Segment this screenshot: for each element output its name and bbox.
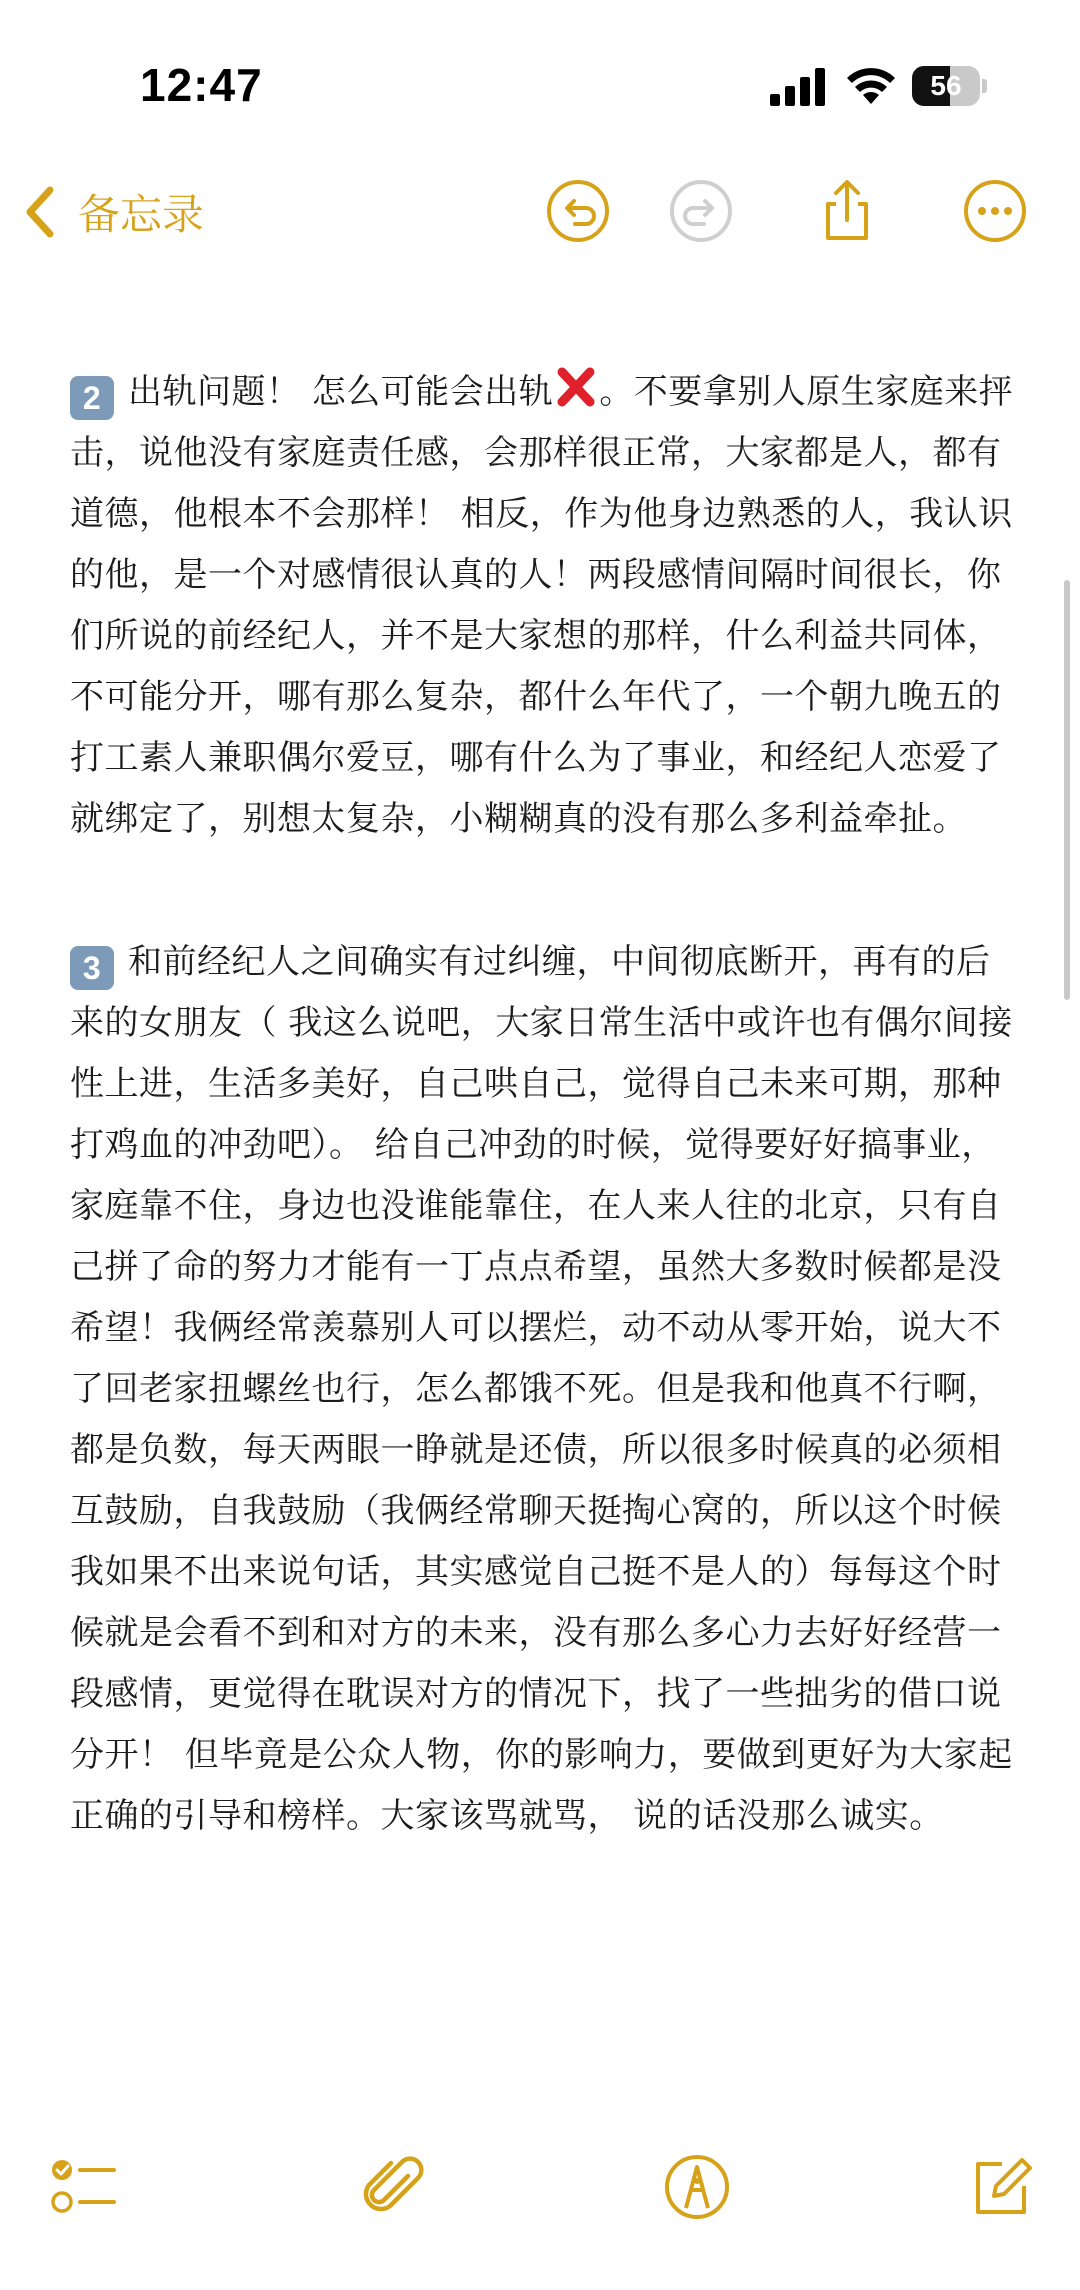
compose-icon bbox=[966, 2152, 1036, 2222]
pen-circle-icon bbox=[662, 2152, 732, 2222]
scroll-indicator[interactable] bbox=[1064, 580, 1070, 1000]
paragraph-text: 。不要拿别人原生家庭来抨击，说他没有家庭责任感，会那样很正常，大家都是人，都有道德，他根本不会那样！ 相反，作为他身边熟悉的人，我认识的他，是一个对感情很认真的人！两段感情间隔时间很长，你们所说的前经纪人，并不是大家想的那样，什么利益共同体，不可能分开，哪有那么复杂，都什么年代了，一个朝九晚五的打工素人兼职偶尔爱豆，哪有什么为了事业，和经纪人恋爱了就绑定了，别想太复杂，小糊糊真的没有那么多利益牵扯。 bbox=[70, 372, 1014, 839]
battery-cap bbox=[982, 79, 987, 93]
keycap-number-icon: 3 bbox=[70, 946, 114, 990]
note-paragraph bbox=[70, 932, 1020, 1847]
checklist-button[interactable] bbox=[48, 2152, 118, 2222]
checklist-icon bbox=[48, 2152, 118, 2222]
paragraph-text: 出轨问题！ 怎么可能会出轨 bbox=[128, 372, 554, 412]
status-bar bbox=[0, 0, 1080, 170]
note-paragraph bbox=[70, 362, 1020, 850]
compose-button[interactable] bbox=[966, 2152, 1036, 2222]
paperclip-icon bbox=[358, 2152, 428, 2222]
wifi-icon bbox=[845, 64, 897, 106]
battery-level: 56 bbox=[930, 70, 962, 101]
redo-button[interactable] bbox=[668, 178, 734, 244]
note-body[interactable] bbox=[70, 362, 1020, 1847]
undo-icon bbox=[545, 178, 611, 244]
share-button[interactable] bbox=[814, 178, 880, 244]
markup-button[interactable] bbox=[662, 2152, 732, 2222]
paragraph-text: 和前经纪人之间确实有过纠缠，中间彻底断开，再有的后来的女朋友（ 我这么说吧，大家日常生活中或许也有偶尔间接性上进，生活多美好，自己哄自己，觉得自己未来可期，那种打鸡血的冲劲吧）。 给自己冲劲的时候，觉得要好好搞事业，家庭靠不住，身边也没谁能靠住，在人来人往的北京，只有自己拼了命的努力才能有一丁点点希望，虽然大多数时候都是没希望！我俩经常羡慕别人可以摆烂，动不动从零开始，说大不了回老家扭螺丝也行，怎么都饿不死。但是我和他真不行啊，都是负数，每天两眼一睁就是还债，所以很多时候真的必须相互鼓励，自我鼓励（我俩经常聊天挺掏心窝的，所以这个时候我如果不出来说句话，其实感觉自己挺不是人的）每每这个时候就是会看不到和对方的未来，没有那么多心力去好好经营一段感情，更觉得在耽误对方的情况下，找了一些拙劣的借口说分开！ 但毕竟是公众人物，你的影响力，要做到更好为大家起正确的引导和榜样。大家该骂就骂， 说的话没那么诚实。 bbox=[70, 942, 1013, 1836]
cellular-signal-icon bbox=[770, 68, 826, 106]
back-label: 备忘录 bbox=[78, 190, 205, 239]
back-button[interactable] bbox=[20, 180, 204, 244]
ellipsis-circle-icon bbox=[962, 178, 1028, 244]
redo-icon bbox=[668, 178, 734, 244]
battery-body bbox=[912, 66, 980, 106]
chevron-left-icon bbox=[20, 182, 60, 242]
battery-icon bbox=[912, 66, 988, 106]
status-time: 12:47 bbox=[140, 59, 263, 111]
undo-button[interactable] bbox=[545, 178, 611, 244]
paragraph-spacer bbox=[70, 850, 1020, 932]
share-icon bbox=[814, 178, 880, 244]
keycap-number-icon: 2 bbox=[70, 376, 114, 420]
cross-mark-icon bbox=[555, 365, 597, 409]
attach-button[interactable] bbox=[358, 2152, 428, 2222]
more-button[interactable] bbox=[962, 178, 1028, 244]
